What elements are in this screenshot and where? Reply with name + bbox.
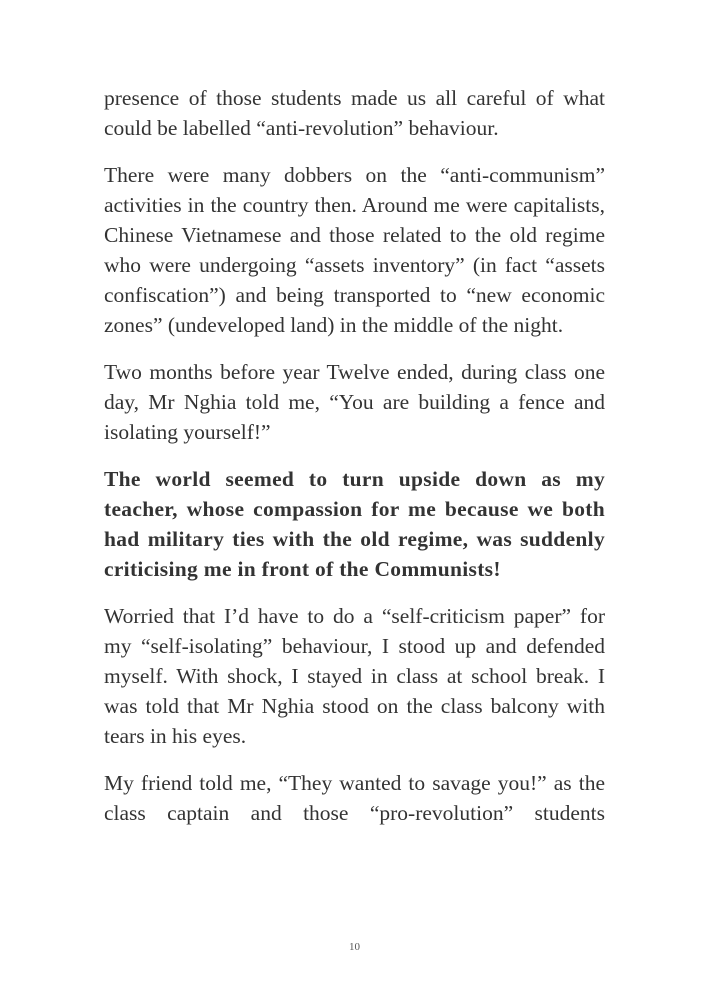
body-text <box>104 83 605 845</box>
paragraph-friend: My friend told me, “They wanted to savage you!” as the class captain and those “pro-revolution” students <box>104 771 605 825</box>
paragraph-self-criticism: Worried that I’d have to do a “self-criticism paper” for my “self-isolating” behaviour, I stood up and defended myself. With shock, I stayed in class at school break. I was told that Mr Nghia stood on the class balcony with tears in his eyes. <box>104 604 605 748</box>
paragraph-mr-nghia: Two months before year Twelve ended, during class one day, Mr Nghia told me, “You are building a fence and isolating yourself!” <box>104 360 605 444</box>
page-number: 10 <box>349 941 360 953</box>
paragraph-emphasis: The world seemed to turn upside down as my teacher, whose compassion for me because we both had military ties with the old regime, was suddenly criticising me in front of the Communists! <box>104 467 605 581</box>
paragraph-dobbers: There were many dobbers on the “anti-communism” activities in the country then. Around me were capitalists, Chinese Vietnamese and those related to the old regime who were undergoing “assets inventory” (in fact “assets confiscation”) and being transported to “new economic zones” (undeveloped land) in the middle of the night. <box>104 163 605 337</box>
paragraph-continuation: presence of those students made us all careful of what could be labelled “anti-revolution” behaviour. <box>104 86 605 140</box>
